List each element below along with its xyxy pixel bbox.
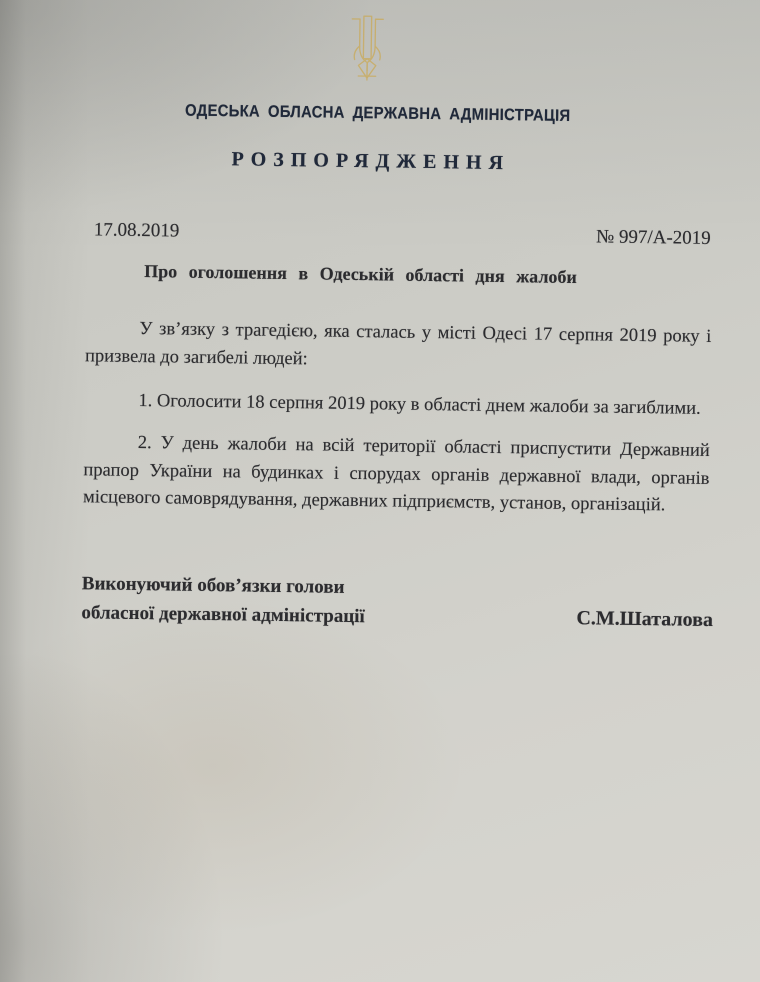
document-number: № 997/А-2019 <box>595 226 711 249</box>
document-date: 17.08.2019 <box>93 219 180 242</box>
document-subject: Про оголошення в Одеській області дня жалоби <box>144 261 578 288</box>
signatory-position <box>81 570 412 632</box>
signatory-position-line-1: Виконуючий обов’язки голови <box>81 573 345 598</box>
paragraph-item-2: 2. У день жалоби на всій території області приспустити Державний прапор України на будинках і спорудах органів державної влади, органів місцевого самоврядування, державних підприємств, установ, організацій. <box>82 432 710 516</box>
ukraine-trident-emblem-icon <box>338 12 397 83</box>
paragraph-preamble: У зв’язку з трагедією, яка сталась у місті Одесі 17 серпня 2019 року і призвела до загибелі людей: <box>84 318 712 369</box>
paragraph-item-1: 1. Оголосити 18 серпня 2019 року в області днем жалоби за загиблими. <box>138 390 701 419</box>
date-number-row <box>0 218 757 249</box>
signatory-position-line-2: обласної державної адміністрації <box>81 601 365 627</box>
document-type-title: РОЗПОРЯДЖЕННЯ <box>231 148 511 175</box>
organization-name: ОДЕСЬКА ОБЛАСНА ДЕРЖАВНА АДМІНІСТРАЦІЯ <box>184 101 571 125</box>
signatory-name: С.М.Шаталова <box>576 607 714 632</box>
